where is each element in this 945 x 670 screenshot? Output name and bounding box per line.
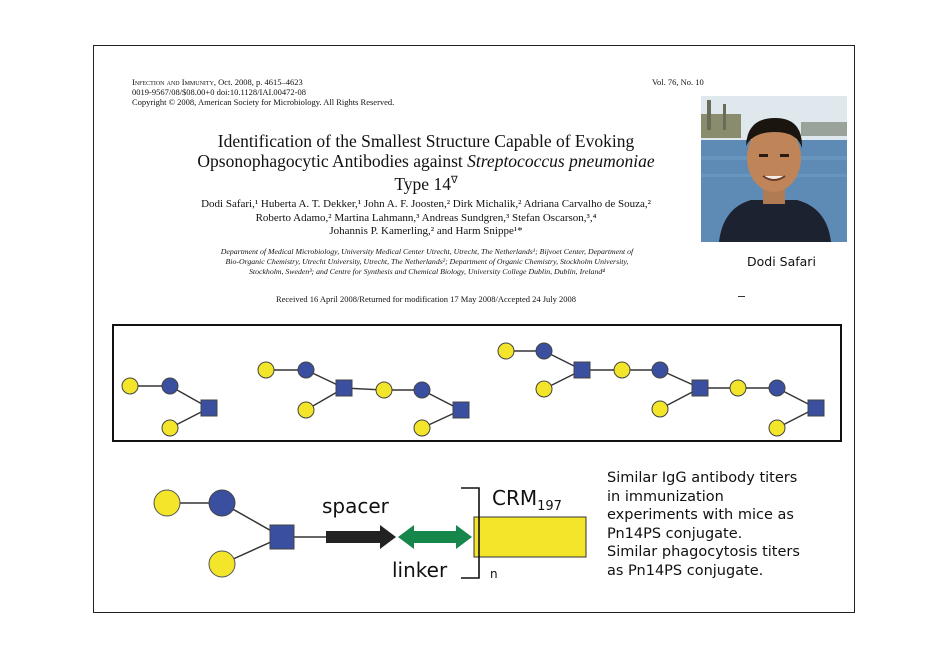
journal-header (132, 77, 692, 107)
galactose-node (122, 378, 138, 394)
photo-caption: Dodi Safari (747, 254, 816, 269)
galactose-node (258, 362, 274, 378)
crm-label (492, 486, 562, 514)
galactose-node (536, 381, 552, 397)
received-dates: Received 16 April 2008/Returned for modification 17 May 2008/Accepted 24 July 2008 (275, 294, 577, 304)
glucose-node (298, 362, 314, 378)
title-line-3 (136, 171, 716, 194)
glucose-node (652, 362, 668, 378)
journal-citation (132, 77, 692, 87)
affil-line-3: Stockholm, Sweden³; and Centre for Synthesis and Chemical Biology, University College Dublin, Dublin, Ireland⁴ (249, 267, 605, 276)
spacer-arrow (326, 525, 396, 549)
glucose-node (536, 343, 552, 359)
galactose-node (498, 343, 514, 359)
galactose-node (154, 490, 180, 516)
author-photo (701, 96, 847, 242)
affil-line-1: Department of Medical Microbiology, University Medical Center Utrecht, Utrecht, The Netherlands¹; Bijvoet Center, Department of (220, 247, 634, 256)
glcnac-node (270, 525, 294, 549)
authors-line-1: Dodi Safari,¹ Huberta A. T. Dekker,¹ John A. F. Joosten,² Dirk Michalik,² Adriana Carvalho de Souza,² (201, 198, 651, 210)
journal-name: Infection and Immunity (132, 77, 214, 87)
galactose-node (769, 420, 785, 436)
title-line-2 (136, 151, 716, 171)
results-line: as Pn14PS conjugate. (607, 562, 764, 579)
slide-frame (93, 45, 855, 613)
copyright: Copyright © 2008, American Society for Microbiology. All Rights Reserved. (132, 97, 395, 107)
glcnac-node (808, 400, 824, 416)
repeat-n-label: n (490, 567, 498, 581)
title-line-2-plain: Opsonophagocytic Antibodies against (197, 151, 468, 171)
results-line: Similar IgG antibody titers (607, 470, 798, 486)
title-line-2-italic: Streptococcus pneumoniae (467, 151, 655, 171)
results-line: Similar phagocytosis titers (607, 544, 800, 560)
volume-number: Vol. 76, No. 10 (652, 77, 704, 87)
crm-label-text: CRM (492, 486, 538, 510)
glcnac-node (574, 362, 590, 378)
galactose-node (614, 362, 630, 378)
crm197-box (474, 517, 586, 557)
author-list (136, 198, 716, 239)
results-line: in immunization (607, 488, 724, 505)
affil-line-2: Bio-Organic Chemistry, Utrecht University, Utrecht, The Netherlands²; Department of Organic Chemistry, Stockholm University, (225, 257, 629, 266)
title-line-3-text: Type 14 (394, 173, 451, 194)
spacer-label: spacer (322, 494, 389, 518)
title-mark: ∇ (450, 175, 458, 186)
glcnac-node (336, 380, 352, 396)
crm-subscript: 197 (537, 499, 562, 514)
glycan-structures-panel (112, 324, 842, 442)
results-summary (607, 469, 847, 580)
affiliations (132, 247, 722, 277)
page-mark (738, 296, 745, 297)
linker-label: linker (392, 558, 448, 582)
authors-line-2: Roberto Adamo,² Martina Lahmann,³ Andreas Sundgren,³ Stefan Oscarson,³,⁴ (255, 211, 597, 224)
galactose-node (298, 402, 314, 418)
galactose-node (209, 551, 235, 577)
galactose-node (730, 380, 746, 396)
title-line-1: Identification of the Smallest Structure Capable of Evoking (217, 131, 635, 151)
results-line: experiments with mice as (607, 507, 794, 523)
galactose-node (376, 382, 392, 398)
glcnac-node (453, 402, 469, 418)
galactose-node (162, 420, 178, 436)
glcnac-node (201, 400, 217, 416)
authors-line-3: Johannis P. Kamerling,² and Harm Snippe¹* (329, 225, 523, 237)
glucose-node (414, 382, 430, 398)
oligosaccharide-diagram (114, 326, 840, 440)
results-line: Pn14PS conjugate. (607, 525, 743, 542)
glucose-node (769, 380, 785, 396)
linker-arrow (398, 525, 472, 549)
issn-doi: 0019-9567/08/$08.00+0 doi:10.1128/IAI.00472-08 (132, 87, 306, 97)
glucose-node (209, 490, 235, 516)
galactose-node (414, 420, 430, 436)
portrait-illustration (701, 96, 847, 242)
galactose-node (652, 401, 668, 417)
glucose-node (162, 378, 178, 394)
glcnac-node (692, 380, 708, 396)
journal-date: , Oct. 2008, p. 4615–4623 (213, 77, 303, 87)
paper-title (136, 131, 716, 194)
